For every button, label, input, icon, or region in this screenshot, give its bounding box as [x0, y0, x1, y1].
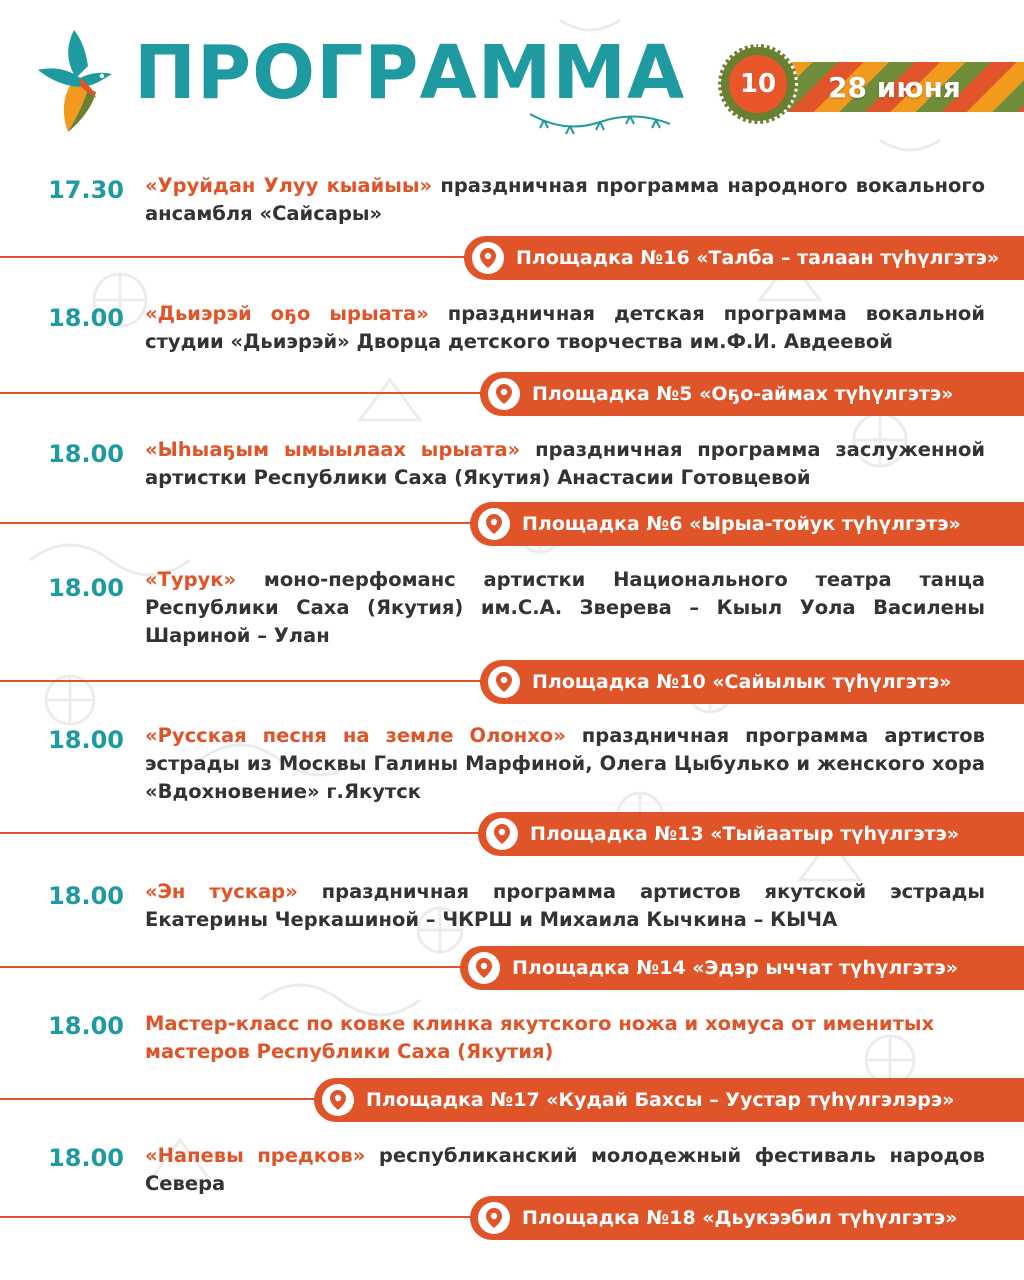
event-time: 18.00: [48, 574, 124, 602]
event-title: «Эн тускар»: [145, 880, 298, 903]
event-time: 18.00: [48, 882, 124, 910]
venue-label-bar: [460, 946, 1024, 990]
event-details: праздничная программа народного вокального ансамбля «Сайсары»: [145, 174, 985, 225]
location-pin-icon: [478, 508, 510, 540]
event-description: [145, 436, 985, 492]
event-description: [145, 1010, 985, 1066]
event-details: праздничная программа артистов якутской эстрады Екатерины Черкашиной – ЧКРШ и Михаила Кычкина – КЫЧА: [145, 880, 985, 931]
venue-divider: [0, 256, 480, 258]
event-title: «Турук»: [145, 568, 237, 591]
event-time: 18.00: [48, 304, 124, 332]
venue-label-bar: [314, 1078, 1024, 1122]
event-title: «Уруйдан Улуу кыайыы»: [145, 174, 433, 197]
event-title: Мастер-класс по ковке клинка якутского ножа и хомуса от именитых мастеров Республики Саха (Якутия): [145, 1012, 935, 1063]
festival-number: 10: [739, 69, 777, 99]
venue-divider: [0, 1098, 330, 1100]
location-pin-icon: [468, 952, 500, 984]
venue-divider: [0, 966, 480, 968]
event-description: [145, 722, 985, 806]
event-title: «Напевы предков»: [145, 1144, 366, 1167]
event-description: [145, 172, 985, 228]
venue-label-bar: [470, 1196, 1024, 1240]
event-title: «Русская песня на земле Олонхо»: [145, 724, 566, 747]
venue-label-bar: [480, 660, 1024, 704]
page-title: ПРОГРАММА: [134, 30, 686, 116]
event-time: 18.00: [48, 726, 124, 754]
location-pin-icon: [488, 378, 520, 410]
venue-divider: [0, 680, 500, 682]
venue-label-bar: [480, 372, 1024, 416]
bird-logo-icon: [36, 26, 126, 136]
event-title: «Ыһыаҕым ымыылаах ырыата»: [145, 438, 521, 461]
festival-number-badge: [718, 44, 798, 124]
location-pin-icon: [488, 666, 520, 698]
venue-divider: [0, 1216, 490, 1218]
event-time: 17.30: [48, 176, 124, 204]
venue-divider: [0, 522, 490, 524]
venue-name: Площадка №17 «Кудай Бахсы – Уустар түһүлгэлэрэ»: [366, 1089, 955, 1111]
garland-ornament: [530, 108, 670, 138]
event-time: 18.00: [48, 1012, 124, 1040]
venue-name: Площадка №10 «Сайылык түһүлгэтэ»: [532, 671, 952, 693]
venue-name: Площадка №13 «Тыйаатыр түһүлгэтэ»: [530, 823, 960, 845]
event-details: республиканский молодежный фестиваль народов Севера: [145, 1144, 985, 1195]
event-description: [145, 300, 985, 356]
venue-name: Площадка №5 «Оҕо-аймах түһүлгэтэ»: [532, 383, 954, 405]
event-details: моно-перфоманс артистки Национального театра танца Республики Саха (Якутия) им.С.А. Зверева – Кыыл Уола Василены Шариной – Улан: [145, 568, 985, 647]
header: [0, 0, 1024, 160]
venue-divider: [0, 392, 500, 394]
event-description: [145, 878, 985, 934]
location-pin-icon: [472, 242, 504, 274]
event-details: праздничная программа артистов эстрады из Москвы Галины Марфиной, Олега Цыбулько и женского хора «Вдохновение» г.Якутск: [145, 724, 985, 803]
venue-name: Площадка №18 «Дьукээбил түһүлгэтэ»: [522, 1207, 958, 1229]
venue-divider: [0, 832, 500, 834]
venue-label-bar: [478, 812, 1024, 856]
event-details: праздничная программа заслуженной артистки Республики Саха (Якутия) Анастасии Готовцевой: [145, 438, 986, 489]
event-title: «Дьиэрэй оҕо ырыата»: [145, 302, 429, 325]
date-badge: [718, 44, 1024, 130]
location-pin-icon: [322, 1084, 354, 1116]
venue-label-bar: [470, 502, 1024, 546]
event-description: [145, 1142, 985, 1198]
venue-name: Площадка №16 «Талба – талаан түһүлгэтэ»: [516, 247, 1000, 269]
venue-label-bar: [464, 236, 1024, 280]
event-time: 18.00: [48, 440, 124, 468]
venue-name: Площадка №6 «Ырыа-тойук түһүлгэтэ»: [522, 513, 961, 535]
venue-name: Площадка №14 «Эдэр ыччат түһүлгэтэ»: [512, 957, 959, 979]
event-description: [145, 566, 985, 650]
location-pin-icon: [478, 1202, 510, 1234]
event-time: 18.00: [48, 1144, 124, 1172]
date-label: 28 июня: [828, 71, 961, 104]
event-details: праздничная детская программа вокальной студии «Дьиэрэй» Дворца детского творчества им.Ф.И. Авдеевой: [145, 302, 985, 353]
location-pin-icon: [486, 818, 518, 850]
